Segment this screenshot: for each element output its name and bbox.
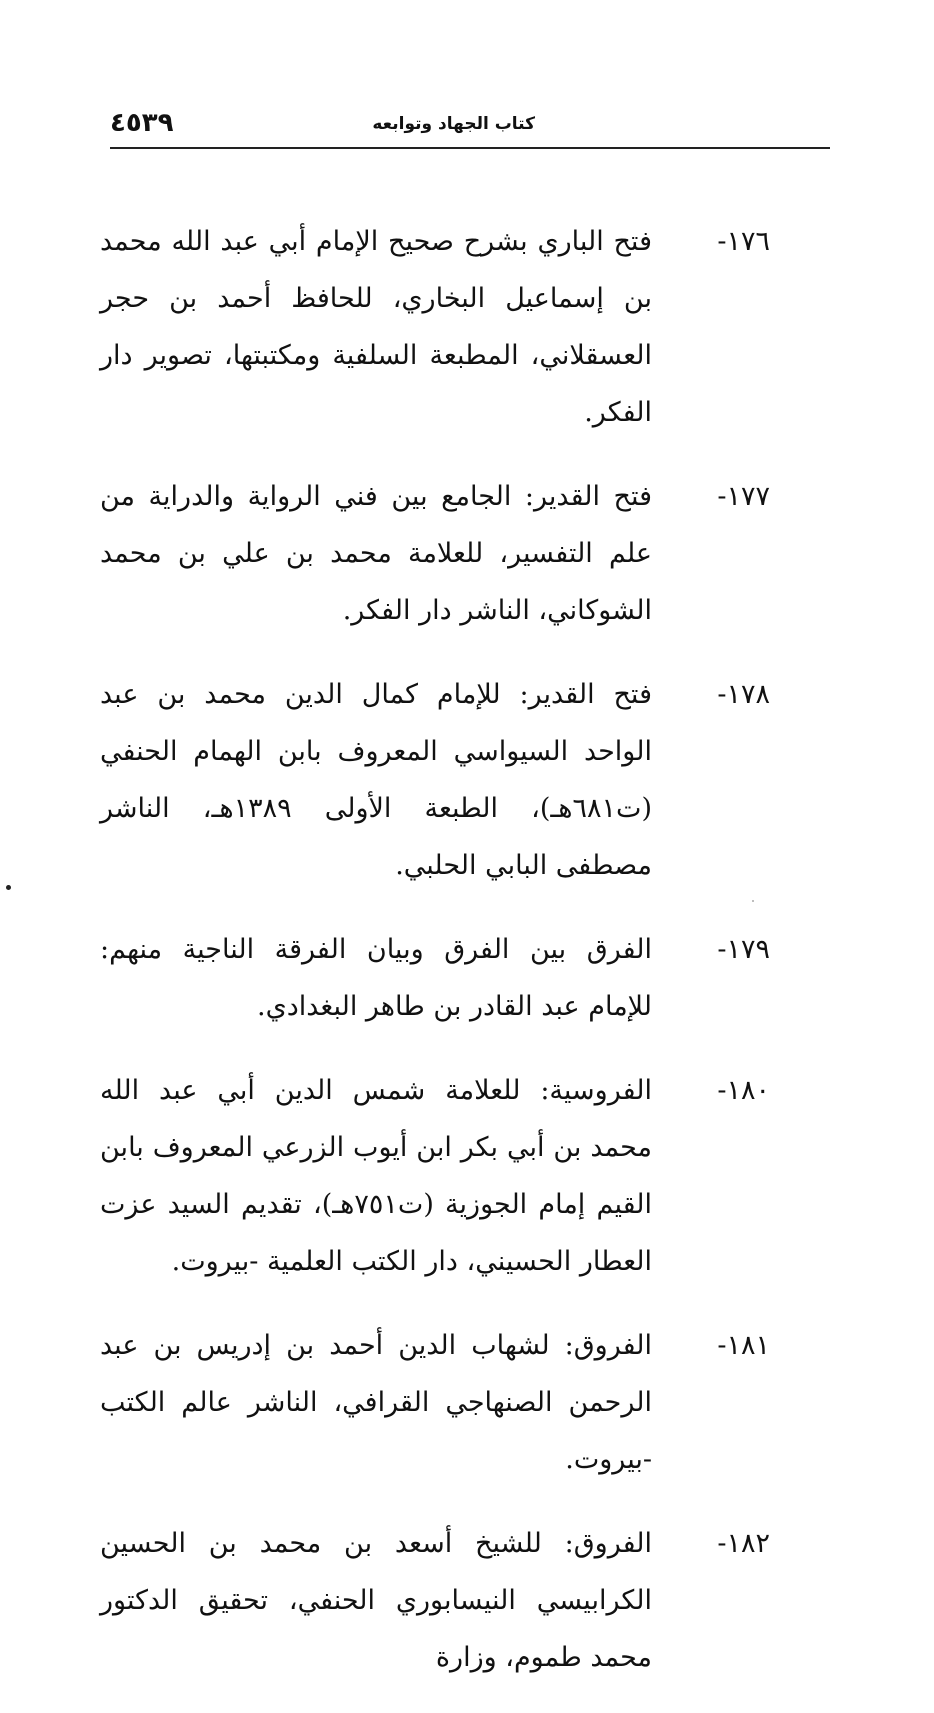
page-number: ٤٥٣٩ [110,108,174,138]
list-item [100,1515,770,1686]
entry-number: ١٧٦- [717,226,770,257]
list-item [100,1062,770,1290]
entry-text: الفروسية: للعلامة شمس الدين أبي عبد الله محمد بن أبي بكر ابن أيوب الزرعي المعروف بابن القيم إمام الجوزية (ت٧٥١هـ)، تقديم السيد عزت العطار الحسيني، دار الكتب العلمية -بيروت. [100,1075,652,1277]
entry-number: ١٧٧- [717,481,770,512]
entry-number: ١٨١- [717,1330,770,1361]
scan-mark [6,885,11,890]
header-rule [110,147,830,149]
entry-text: الفروق: لشهاب الدين أحمد بن إدريس بن عبد الرحمن الصنهاجي القرافي، الناشر عالم الكتب -بيروت. [100,1330,652,1475]
entry-text: فتح القدير: الجامع بين فني الرواية والدراية من علم التفسير، للعلامة محمد بن علي بن محمد الشوكاني، الناشر دار الفكر. [100,481,652,626]
entry-text: الفرق بين الفرق وبيان الفرقة الناجية منهم: للإمام عبد القادر بن طاهر البغدادي. [100,934,652,1022]
list-item [100,1317,770,1488]
list-item [100,468,770,639]
list-item [100,666,770,894]
page-header [110,110,830,150]
entry-text: فتح القدير: للإمام كمال الدين محمد بن عبد الواحد السيواسي المعروف بابن الهمام الحنفي (ت٦٨١هـ)، الطبعة الأولى ١٣٨٩هـ، الناشر مصطفى البابي الحلبي. [100,679,652,881]
entry-number: ١٨٢- [717,1528,770,1559]
entry-text: الفروق: للشيخ أسعد بن محمد بن الحسين الكرابيسي النيسابوري الحنفي، تحقيق الدكتور محمد طموم، وزارة [100,1528,652,1673]
entry-number: ١٧٨- [717,679,770,710]
entry-text: فتح الباري بشرح صحيح الإمام أبي عبد الله محمد بن إسماعيل البخاري، للحافظ أحمد بن حجر العسقلاني، المطبعة السلفية ومكتبتها، تصوير دار الفكر. [100,226,652,428]
entry-number: ١٧٩- [717,934,770,965]
running-title: كتاب الجهاد وتوابعه [372,114,535,134]
list-item [100,213,770,441]
scan-speck [752,900,754,902]
entry-number: ١٨٠- [717,1075,770,1106]
list-item [100,921,770,1035]
bibliography-list [100,186,770,1713]
